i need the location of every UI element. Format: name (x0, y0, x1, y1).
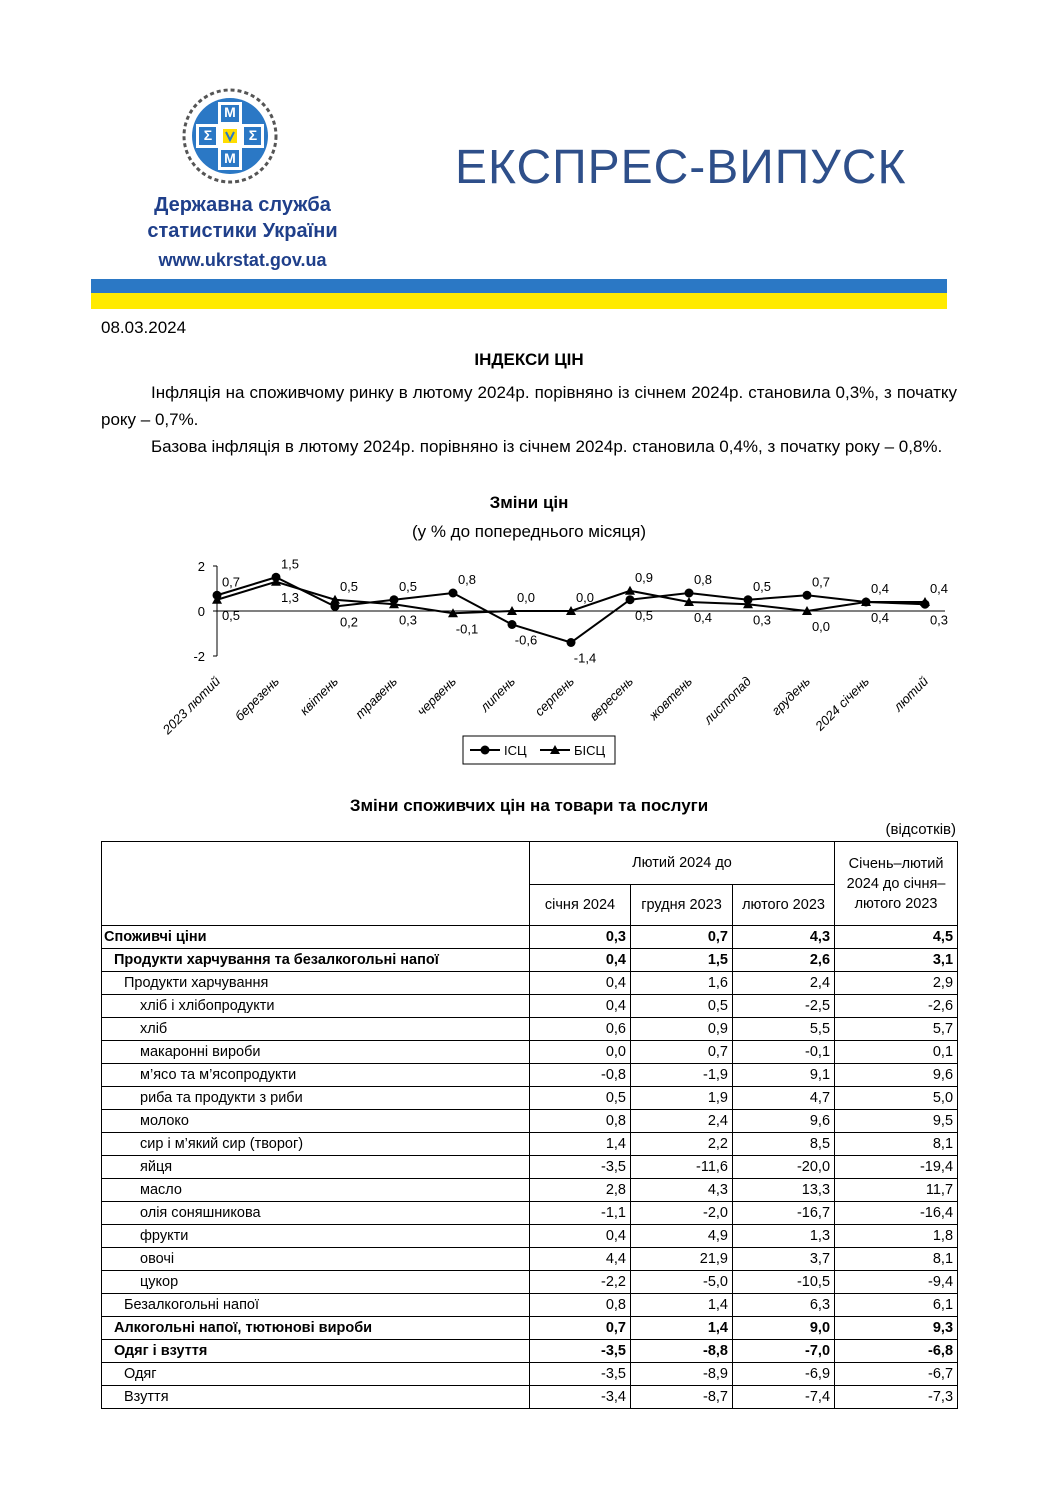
row-value: 1,4 (631, 1317, 733, 1340)
header-col-february-2023: лютого 2023 (733, 885, 835, 926)
row-label: цукор (102, 1271, 530, 1294)
row-label: Продукти харчування (102, 972, 530, 995)
row-value: 0,6 (530, 1018, 631, 1041)
table-row (102, 1386, 958, 1409)
x-tick-label: квітень (296, 673, 342, 718)
table-row (102, 1271, 958, 1294)
row-value: 4,9 (631, 1225, 733, 1248)
row-value: 6,1 (835, 1294, 958, 1317)
row-value: 0,8 (530, 1294, 631, 1317)
row-value: 0,7 (631, 1041, 733, 1064)
express-release-title: ЕКСПРЕС-ВИПУСК (455, 141, 907, 194)
chart-title: Зміни цін (489, 493, 569, 512)
data-label-isc: 0,8 (457, 572, 477, 587)
row-value: -7,3 (835, 1386, 958, 1409)
legend-marker-isc (481, 746, 490, 755)
row-value: 3,7 (733, 1248, 835, 1271)
row-value: 4,3 (631, 1179, 733, 1202)
row-value: 8,5 (733, 1133, 835, 1156)
row-value: -0,8 (530, 1064, 631, 1087)
row-value: 2,2 (631, 1133, 733, 1156)
table-unit: (відсотків) (885, 821, 956, 838)
row-label: яйця (102, 1156, 530, 1179)
row-value: 3,1 (835, 949, 958, 972)
x-tick-label: 2024 січень (812, 673, 873, 734)
row-label: Безалкогольні напої (102, 1294, 530, 1317)
table-row (102, 972, 958, 995)
chart-subtitle: (у % до попереднього місяця) (411, 522, 647, 541)
row-value: 0,0 (530, 1041, 631, 1064)
data-label-bisc: 0,4 (870, 610, 890, 625)
legend-label-bisc: БІСЦ (574, 743, 606, 758)
data-point-isc (803, 591, 812, 600)
row-value: 0,4 (530, 949, 631, 972)
row-value: 5,0 (835, 1087, 958, 1110)
table-row (102, 1110, 958, 1133)
data-label-isc: 0,7 (221, 574, 241, 590)
row-value: -8,8 (631, 1340, 733, 1363)
row-value: 0,5 (631, 995, 733, 1018)
core-inflation-paragraph: Базова інфляція в лютому 2024р. порівняно із січнем 2024р. становила 0,4%, з початку року – 0,8%. (151, 437, 943, 456)
header-blank-cell (102, 842, 530, 926)
table-row (102, 1225, 958, 1248)
row-value: 4,5 (835, 926, 958, 949)
logo-letter-left: Σ (203, 127, 213, 143)
data-label-bisc: 0,0 (575, 590, 595, 605)
row-value: -1,1 (530, 1202, 631, 1225)
table-row (102, 949, 958, 972)
row-value: 13,3 (733, 1179, 835, 1202)
row-value: 2,4 (631, 1110, 733, 1133)
table-row (102, 1087, 958, 1110)
row-value: 2,4 (733, 972, 835, 995)
table-row (102, 1018, 958, 1041)
row-value: -3,5 (530, 1156, 631, 1179)
row-value: 2,8 (530, 1179, 631, 1202)
row-value: -3,5 (530, 1340, 631, 1363)
row-value: 9,6 (733, 1110, 835, 1133)
row-value: 21,9 (631, 1248, 733, 1271)
data-point-isc (508, 620, 517, 629)
price-index-table (101, 841, 958, 1409)
row-value: -20,0 (733, 1156, 835, 1179)
row-value: 4,7 (733, 1087, 835, 1110)
data-label-bisc: 0,3 (398, 612, 418, 628)
row-value: 1,9 (631, 1087, 733, 1110)
row-value: 1,8 (835, 1225, 958, 1248)
row-value: 0,4 (530, 995, 631, 1018)
row-value: -6,9 (733, 1363, 835, 1386)
data-label-isc: 0,5 (752, 578, 772, 594)
table-row (102, 1294, 958, 1317)
table-row (102, 1179, 958, 1202)
data-label-bisc: -0,1 (455, 621, 479, 637)
y-tick-label: -2 (193, 649, 205, 664)
row-value: 9,5 (835, 1110, 958, 1133)
row-value: 2,9 (835, 972, 958, 995)
table-row (102, 1363, 958, 1386)
data-label-isc: 0,7 (811, 574, 831, 590)
row-value: -8,7 (631, 1386, 733, 1409)
row-value: -2,2 (530, 1271, 631, 1294)
row-value: 1,4 (631, 1294, 733, 1317)
data-label-isc: -0,6 (514, 632, 538, 648)
row-value: -0,1 (733, 1041, 835, 1064)
row-value: 4,4 (530, 1248, 631, 1271)
row-value: 0,4 (530, 1225, 631, 1248)
data-label-bisc: 0,4 (929, 581, 949, 596)
row-value: 0,1 (835, 1041, 958, 1064)
table-row (102, 1248, 958, 1271)
row-label: олія соняшникова (102, 1202, 530, 1225)
row-label: м’ясо та м’ясопродукти (102, 1064, 530, 1087)
table-row (102, 1317, 958, 1340)
table-row (102, 1133, 958, 1156)
row-value: 8,1 (835, 1248, 958, 1271)
logo-letter-right: Σ (248, 127, 258, 143)
row-value: 0,7 (530, 1317, 631, 1340)
row-value: 1,4 (530, 1133, 631, 1156)
price-change-chart (0, 550, 1058, 770)
row-value: -16,7 (733, 1202, 835, 1225)
row-value: -8,9 (631, 1363, 733, 1386)
row-value: 0,3 (530, 926, 631, 949)
row-value: 5,5 (733, 1018, 835, 1041)
row-label: фрукти (102, 1225, 530, 1248)
page-heading: ІНДЕКСИ ЦІН (474, 350, 584, 369)
data-point-isc (685, 589, 694, 598)
data-point-bisc (625, 586, 635, 595)
row-value: 4,3 (733, 926, 835, 949)
org-name-line1: Державна служба (154, 194, 331, 216)
x-tick-label: березень (231, 673, 283, 724)
row-label: овочі (102, 1248, 530, 1271)
x-tick-label: лютий (890, 673, 932, 715)
x-tick-label: червень (413, 673, 460, 719)
row-value: 0,7 (631, 926, 733, 949)
flag-stripe-blue (91, 279, 947, 293)
row-value: 9,1 (733, 1064, 835, 1087)
data-label-isc: 0,4 (870, 581, 890, 596)
row-label: масло (102, 1179, 530, 1202)
data-point-isc (449, 589, 458, 598)
row-value: -7,0 (733, 1340, 835, 1363)
data-label-bisc: 0,4 (693, 610, 713, 625)
row-value: -6,8 (835, 1340, 958, 1363)
flag-stripe-yellow (91, 293, 947, 309)
row-label: Одяг і взуття (102, 1340, 530, 1363)
data-label-isc: 0,2 (339, 614, 359, 630)
table-row (102, 1156, 958, 1179)
row-value: 11,7 (835, 1179, 958, 1202)
row-value: -2,0 (631, 1202, 733, 1225)
row-value: 9,0 (733, 1317, 835, 1340)
row-value: 6,3 (733, 1294, 835, 1317)
header-col-january: січня 2024 (530, 885, 631, 926)
data-label-isc: 0,3 (929, 612, 949, 628)
org-name (100, 192, 385, 244)
row-value: 1,5 (631, 949, 733, 972)
row-value: -16,4 (835, 1202, 958, 1225)
data-label-isc: 1,5 (280, 556, 300, 572)
row-value: 2,6 (733, 949, 835, 972)
table-row (102, 1041, 958, 1064)
row-value: 0,4 (530, 972, 631, 995)
row-label: Продукти харчування та безалкогольні напої (102, 949, 530, 972)
y-tick-label: 2 (197, 559, 205, 574)
row-value: -3,4 (530, 1386, 631, 1409)
row-label: хліб і хлібопродукти (102, 995, 530, 1018)
row-value: 5,7 (835, 1018, 958, 1041)
data-label-isc: 0,5 (398, 578, 418, 594)
row-value: 8,1 (835, 1133, 958, 1156)
row-value: -3,5 (530, 1363, 631, 1386)
data-label-isc: -1,4 (573, 650, 597, 666)
header-jan-feb: Січень–лютий 2024 до січня–лютого 2023 (835, 842, 958, 926)
x-tick-label: серпень (531, 673, 578, 720)
table-row (102, 1340, 958, 1363)
row-label: макаронні вироби (102, 1041, 530, 1064)
logo-letter-bottom: М (224, 150, 236, 166)
row-label: сир і м’який сир (творог) (102, 1133, 530, 1156)
site-link[interactable]: www.ukrstat.gov.ua (158, 250, 327, 270)
release-date: 08.03.2024 (101, 318, 187, 337)
row-value: 0,8 (530, 1110, 631, 1133)
row-value: -11,6 (631, 1156, 733, 1179)
row-value: -19,4 (835, 1156, 958, 1179)
row-value: 0,9 (631, 1018, 733, 1041)
x-tick-label: грудень (768, 673, 814, 719)
ukrstat-logo (180, 86, 280, 186)
y-tick-label: 0 (197, 604, 205, 619)
logo-letter-top: М (224, 104, 236, 120)
x-tick-label: липень (477, 673, 519, 715)
row-value: -7,4 (733, 1386, 835, 1409)
header-col-december: грудня 2023 (631, 885, 733, 926)
row-label: Алкогольні напої, тютюнові вироби (102, 1317, 530, 1340)
table-header-row (102, 842, 958, 885)
legend-label-isc: ІСЦ (504, 743, 527, 758)
row-label: Споживчі ціни (102, 926, 530, 949)
table-row (102, 1202, 958, 1225)
row-value: 9,6 (835, 1064, 958, 1087)
row-label: Одяг (102, 1363, 530, 1386)
x-tick-label: жовтень (645, 673, 696, 723)
row-value: 9,3 (835, 1317, 958, 1340)
row-value: -2,6 (835, 995, 958, 1018)
org-name-line2: статистики України (147, 220, 338, 242)
data-label-isc: 0,8 (693, 572, 713, 587)
x-tick-label: 2023 лютий (159, 673, 224, 738)
data-label-bisc: 0,3 (752, 612, 772, 628)
table-row (102, 926, 958, 949)
row-label: хліб (102, 1018, 530, 1041)
table-title: Зміни споживчих цін на товари та послуги (349, 796, 709, 815)
table-row (102, 1064, 958, 1087)
row-value: -1,9 (631, 1064, 733, 1087)
table-row (102, 995, 958, 1018)
row-value: 1,6 (631, 972, 733, 995)
row-value: 1,3 (733, 1225, 835, 1248)
header-group-february: Лютий 2024 до (530, 842, 835, 885)
row-value: -9,4 (835, 1271, 958, 1294)
data-label-bisc: 1,3 (280, 589, 300, 605)
data-label-bisc: 0,5 (339, 578, 359, 594)
row-label: молоко (102, 1110, 530, 1133)
inflation-paragraph: Інфляція на споживчому ринку в лютому 2024р. порівняно із січнем 2024р. становила 0,3%, з початку року – 0,7%. (101, 383, 957, 429)
row-value: 0,5 (530, 1087, 631, 1110)
data-label-bisc: 0,9 (634, 569, 654, 585)
row-label: риба та продукти з риби (102, 1087, 530, 1110)
row-value: -6,7 (835, 1363, 958, 1386)
row-label: Взуття (102, 1386, 530, 1409)
data-point-isc (626, 595, 635, 604)
row-value: -2,5 (733, 995, 835, 1018)
row-value: -10,5 (733, 1271, 835, 1294)
data-label-isc: 0,5 (634, 607, 654, 623)
data-label-bisc: 0,0 (811, 619, 831, 634)
row-value: -5,0 (631, 1271, 733, 1294)
data-label-bisc: 0,5 (221, 607, 241, 623)
x-tick-label: травень (352, 673, 401, 722)
x-tick-label: листопад (700, 673, 755, 727)
x-tick-label: вересень (586, 673, 637, 724)
data-point-isc (567, 638, 576, 647)
data-label-bisc: 0,0 (516, 590, 536, 605)
